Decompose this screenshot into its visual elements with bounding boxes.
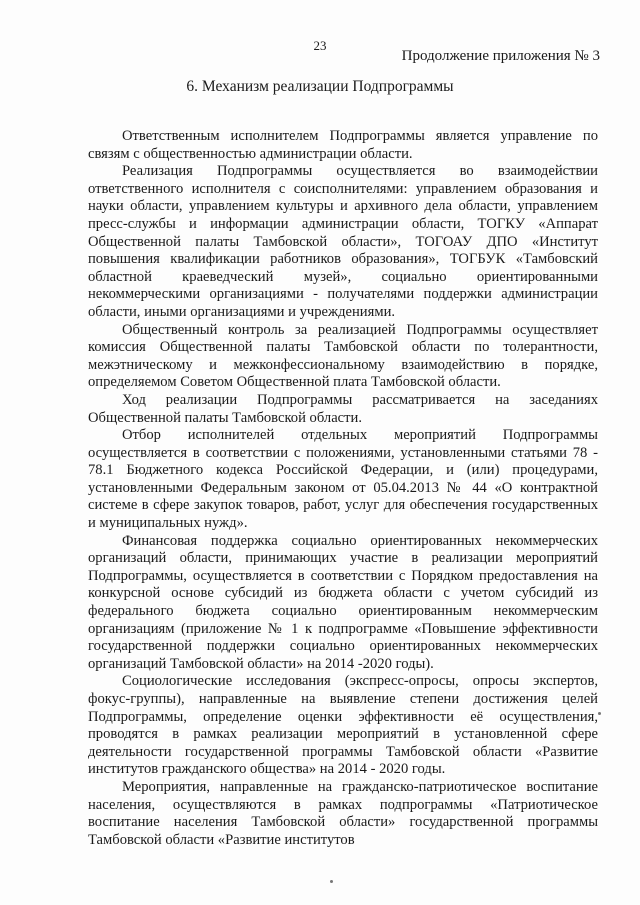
paragraph-responsible-executor: Ответственным исполнителем Подпрограммы является управление по связям с общественностью администрации области. <box>88 128 598 162</box>
page-number: 23 <box>313 38 327 53</box>
scan-speck <box>598 712 601 715</box>
document-body <box>88 128 598 849</box>
appendix-label: Продолжение приложения № 3 <box>401 48 600 64</box>
section-title: 6. Механизм реализации Подпрограммы <box>186 78 454 95</box>
paragraph-financial-support: Финансовая поддержка социально ориентированных некоммерческих организаций области, принимающих участие в реализации мероприятий Подпрограммы, осуществляется в соответствии с Порядком предоставления на конкурсной основе субсидий из бюджета области с учетом субсидий из федерального бюджета социально ориентированным некоммерческим организациям (приложение № 1 к подпрограмме «Повышение эффективности государственной поддержки социально ориентированных некоммерческих организаций Тамбовской области» на 2014 -2020 годы). <box>88 532 598 672</box>
paragraph-progress-review: Ход реализации Подпрограммы рассматривается на заседаниях Общественной палаты Тамбовской области. <box>88 391 598 426</box>
scan-speck <box>330 880 333 883</box>
paragraph-patriotic-education: Мероприятия, направленные на гражданско-патриотическое воспитание населения, осуществляются в рамках подпрограммы «Патриотическое воспитание населения Тамбовской области» государственной программы Тамбовской области «Развитие институтов <box>88 778 598 848</box>
paragraph-implementation: Реализация Подпрограммы осуществляется во взаимодействии ответственного исполнителя с соисполнителями: управлением образования и науки области, управлением культуры и архивного дела области, управлением пресс-службы и информации администрации области, ТОГКУ «Аппарат Общественной палаты Тамбовской области», ТОГОАУ ДПО «Институт повышения квалификации работников образования», ТОГБУК «Тамбовский областной краеведческий музей», социально ориентированными некоммерческими организациями - получателями поддержки администрации области, иными организациями и учреждениями. <box>88 163 598 320</box>
paragraph-sociological-research: Социологические исследования (экспресс-опросы, опросы экспертов, фокус-группы), направленные на выявление степени достижения целей Подпрограммы, определение оценки эффективности её осуществления, проводятся в рамках реализации мероприятий в установленной сфере деятельности государственной программы Тамбовской области «Развитие институтов гражданского общества» на 2014 - 2020 годы. <box>88 673 598 778</box>
paragraph-executor-selection: Отбор исполнителей отдельных мероприятий Подпрограммы осуществляется в соответствии с положениями, установленными статьями 78 - 78.1 Бюджетного кодекса Российской Федерации, и (или) процедурами, установленными Федеральным законом от 05.04.2013 № 44 «О контрактной системе в сфере закупок товаров, работ, услуг для обеспечения государственных и муниципальных нужд». <box>88 427 598 532</box>
paragraph-public-control: Общественный контроль за реализацией Подпрограммы осуществляет комиссия Общественной палаты Тамбовской области по толерантности, межэтническому и межконфессиональному взаимодействию в порядке, определяемом Советом Общественной плата Тамбовской области. <box>88 321 598 391</box>
